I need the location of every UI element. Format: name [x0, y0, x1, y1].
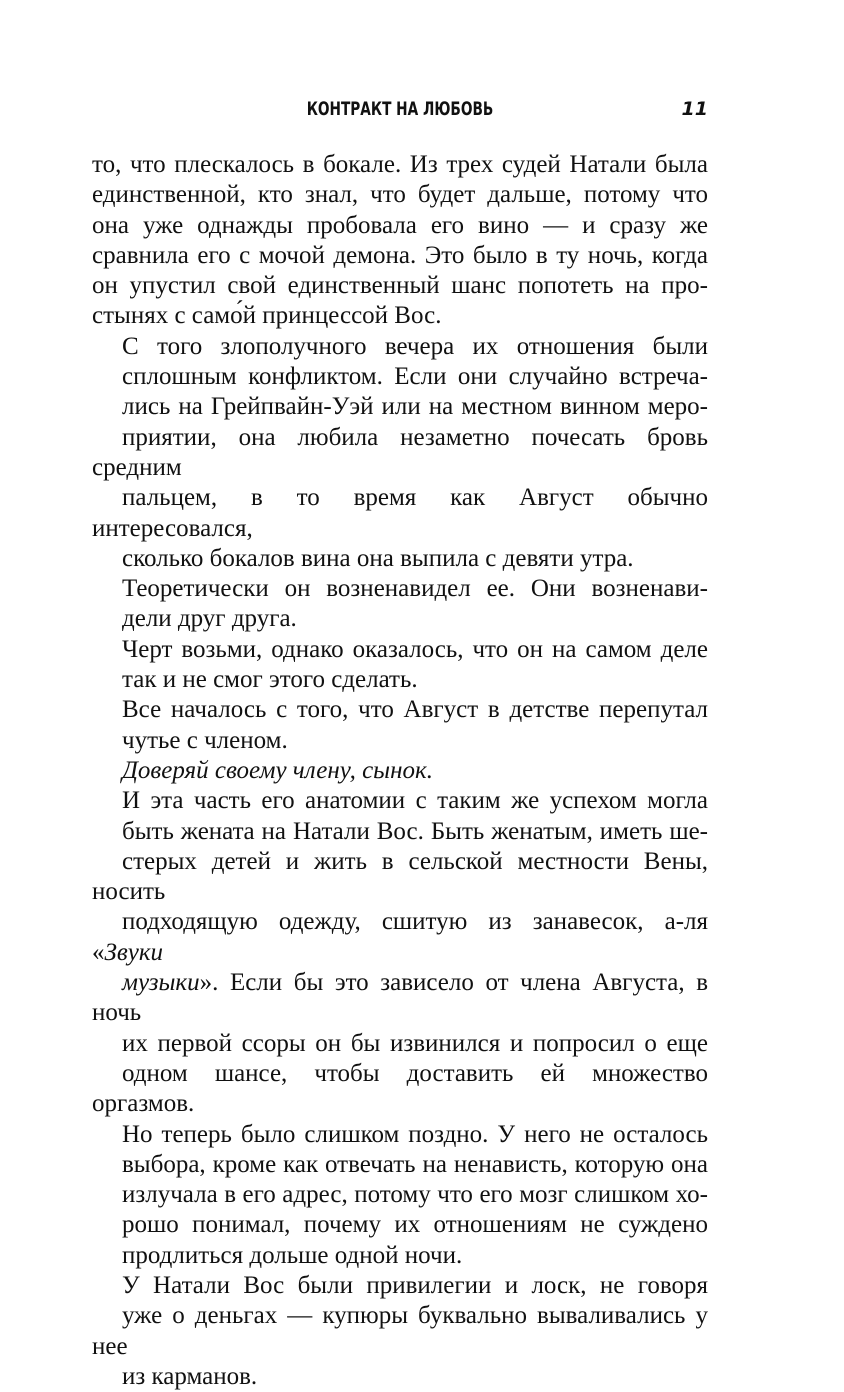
text-line: Теоретически он возненавидел ее. Они возненави-: [122, 575, 708, 603]
text-line: единственной, кто знал, что будет дальше, потому что: [92, 181, 708, 209]
page-header: [92, 98, 708, 134]
paragraph-3: [92, 574, 708, 635]
running-title: КОНТРАКТ НА ЛЮБОВЬ: [306, 98, 494, 120]
text-fragment: подходящую одежду, сшитую из занавесок, а-ля «: [92, 908, 708, 966]
text-line: Черт возьми, однако оказалось, что он на самом деле: [122, 635, 708, 663]
text-line: он упустил свой единственный шанс попотеть на про-: [92, 272, 708, 300]
paragraph-4: [92, 635, 708, 696]
text-line: Все началось с того, что Август в детстве перепутал: [122, 696, 708, 724]
paragraph-6-italic: [92, 756, 708, 786]
text-line: пальцем, в то время как Август обычно интересовался,: [92, 484, 708, 542]
text-line: излучала в его адрес, потому что его мозг слишком хо-: [122, 1181, 708, 1209]
text-line: продлиться дольше одной ночи.: [122, 1241, 463, 1269]
text-line: стерых детей и жить в сельской местности Вены, носить: [92, 847, 708, 906]
text-line: Доверяй своему члену, сынок.: [122, 756, 433, 784]
text-line: быть женатa на Натали Вос. Быть женатым, иметь ше-: [122, 817, 708, 845]
text-line: так и не смог этого сделать.: [122, 666, 418, 694]
italic-fragment: музыки: [122, 969, 200, 997]
text-line: сплошным конфликтом. Если они случайно встреча-: [122, 363, 708, 391]
paragraph-2: [92, 332, 708, 574]
text-fragment: ». Если бы это зависело от члена Августа, в ночь: [92, 969, 708, 1027]
text-line: приятии, она любила незаметно почесать бровь средним: [92, 423, 708, 481]
text-line: У Натали Вос были привилегии и лоск, не говоря: [122, 1271, 708, 1299]
text-line-with-italic: [92, 968, 708, 1029]
text-line: И эта часть его анатомии с таким же успехом могла: [122, 787, 708, 815]
text-line: их первой ссоры он бы извинился и попросил о еще: [122, 1029, 708, 1057]
text-line: лись на Грейпвайн-Уэй или на местном винном меро-: [122, 393, 708, 421]
text-line: рошо понимал, почему их отношениям не суждено: [122, 1211, 708, 1239]
paragraph-8: [92, 1271, 708, 1392]
paragraph-1: [92, 150, 708, 332]
text-line: одном шансе, чтобы доставить ей множество оргазмов.: [92, 1059, 708, 1118]
text-line: сравнила его с мочой демона. Это было в ту ночь, когда: [92, 241, 708, 269]
text-line: из карманов.: [122, 1362, 258, 1390]
italic-fragment: Звуки: [104, 938, 164, 966]
text-line: уже о деньгах — купюры буквально вываливались у нее: [92, 1302, 708, 1360]
page-number: 11: [681, 98, 708, 120]
text-line: стынях с само́й принцессой Вос.: [92, 302, 442, 330]
text-line: С того злополучного вечера их отношения были: [122, 332, 708, 360]
text-line: дели друг друга.: [122, 605, 297, 633]
text-line: чутье с членом.: [122, 726, 288, 754]
text-line: выбора, кроме как отвечать на ненависть, которую она: [122, 1150, 708, 1178]
text-line: Но теперь было слишком поздно. У него не осталось: [122, 1120, 708, 1148]
text-line: сколько бокалов вина она выпила с девяти утра.: [122, 544, 634, 572]
text-line: она уже однажды пробовала его вино — и сразу же: [92, 211, 708, 239]
paragraph-5: [92, 695, 708, 756]
text-line: то, что плескалось в бокале. Из трех судей Натали была: [92, 151, 708, 178]
text-line-with-italic: [92, 907, 708, 968]
body-text: [92, 150, 708, 1392]
paragraph-7: [92, 786, 708, 1271]
